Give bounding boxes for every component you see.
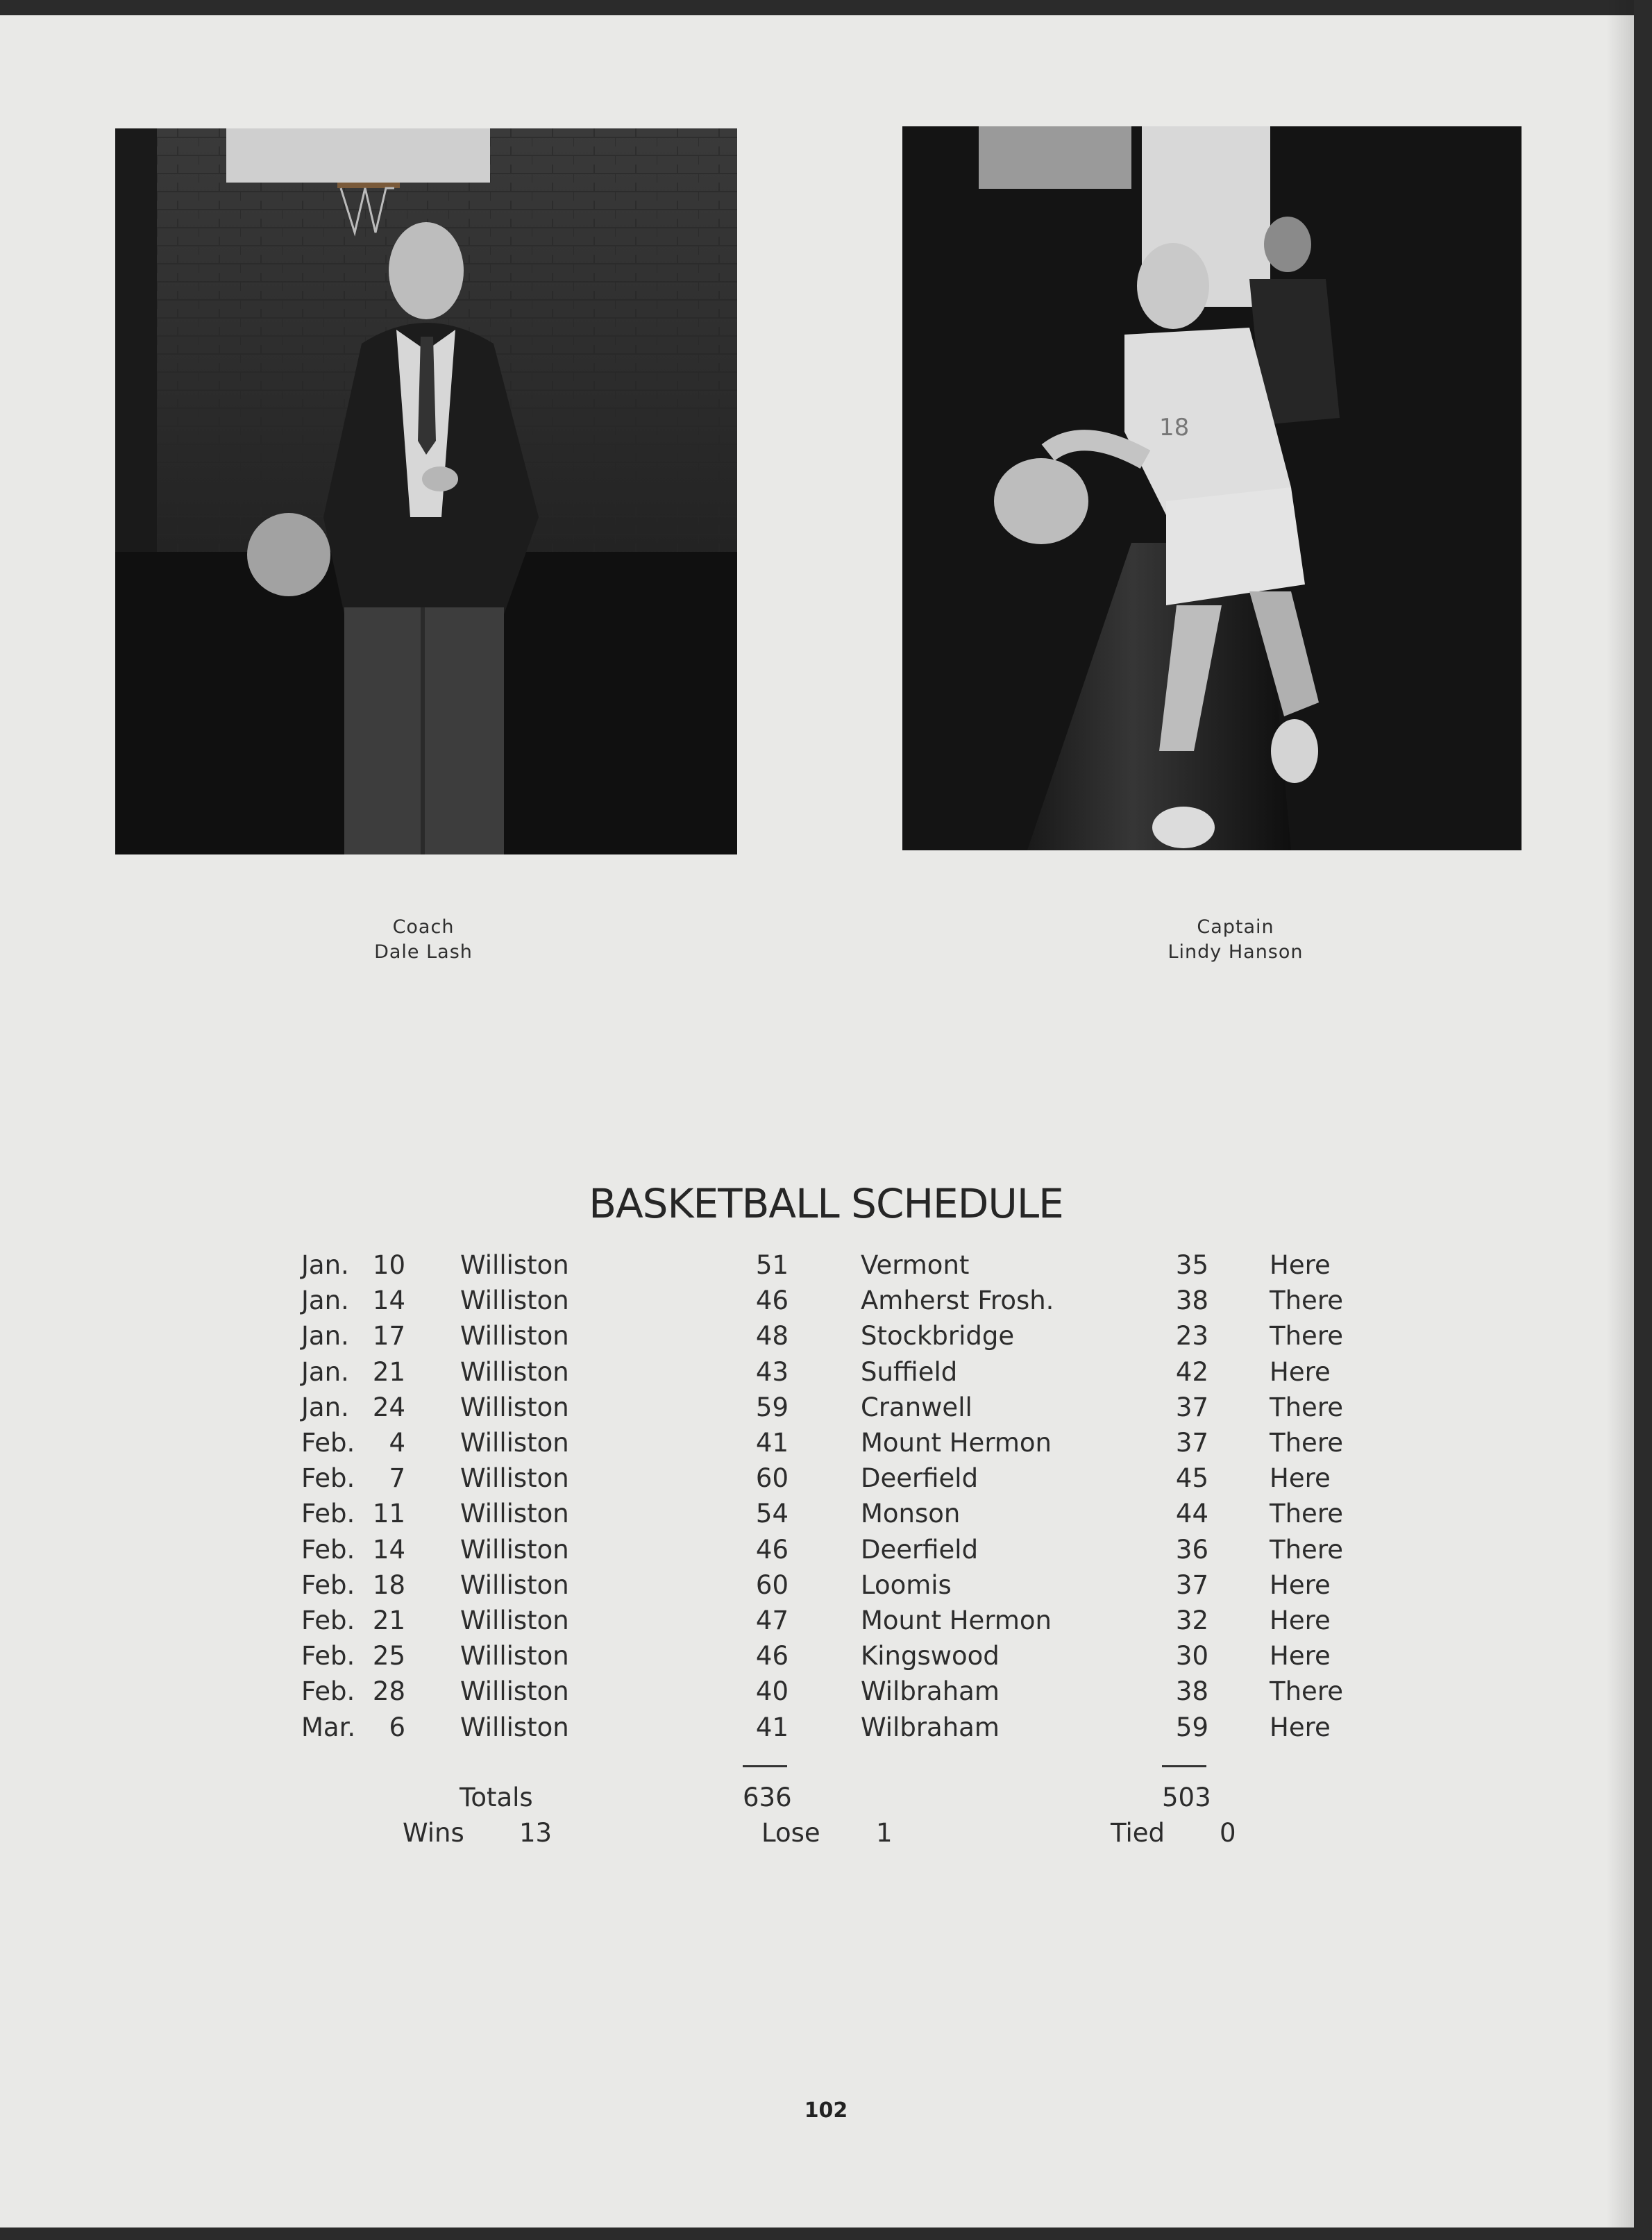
wins-label: Wins (403, 1818, 464, 1848)
game-day: 14 (372, 1286, 405, 1316)
game-opponent-score: 44 (1175, 1499, 1208, 1529)
game-location: Here (1270, 1356, 1331, 1387)
game-opponent-score: 37 (1175, 1428, 1208, 1458)
game-day: 6 (389, 1712, 405, 1742)
game-opponent: Suffield (861, 1356, 958, 1387)
schedule-row (0, 1392, 1652, 1428)
schedule-row (0, 1606, 1652, 1641)
game-month: Feb. (301, 1499, 355, 1529)
game-location: There (1270, 1286, 1343, 1316)
game-location: There (1270, 1321, 1343, 1351)
game-opponent-score: 45 (1175, 1463, 1208, 1494)
game-school: Williston (460, 1321, 569, 1351)
game-day: 24 (372, 1392, 405, 1422)
game-opponent-score: 32 (1175, 1606, 1208, 1635)
game-school: Williston (460, 1569, 569, 1600)
game-month: Feb. (301, 1428, 355, 1458)
game-opponent: Mount Hermon (861, 1428, 1052, 1458)
game-opponent: Kingswood (861, 1641, 1000, 1671)
svg-text:18: 18 (1159, 414, 1190, 441)
game-score: 43 (755, 1356, 789, 1387)
game-score: 59 (755, 1392, 789, 1422)
game-day: 11 (372, 1499, 405, 1529)
game-month: Jan. (301, 1392, 349, 1422)
wins-count: 13 (519, 1818, 553, 1848)
schedule-row (0, 1676, 1652, 1712)
game-month: Mar. (301, 1712, 356, 1742)
game-school: Williston (460, 1250, 569, 1280)
game-location: Here (1270, 1712, 1331, 1742)
game-day: 4 (389, 1428, 405, 1458)
schedule-row (0, 1286, 1652, 1321)
game-location: There (1270, 1428, 1343, 1458)
game-day: 17 (372, 1321, 405, 1351)
schedule-title: BASKETBALL SCHEDULE (589, 1180, 1063, 1227)
game-location: Here (1270, 1606, 1331, 1635)
game-score: 60 (755, 1569, 789, 1600)
game-location: Here (1270, 1250, 1331, 1280)
game-school: Williston (460, 1356, 569, 1387)
captain-name: Lindy Hanson (1168, 941, 1304, 963)
game-school: Williston (460, 1534, 569, 1565)
game-opponent: Cranwell (861, 1392, 972, 1422)
game-opponent-score: 36 (1175, 1534, 1208, 1565)
schedule-row (0, 1535, 1652, 1570)
opponent-total: 503 (1162, 1783, 1211, 1812)
lose-count: 1 (876, 1818, 893, 1848)
game-score: 54 (755, 1499, 789, 1529)
game-opponent: Monson (861, 1499, 961, 1529)
williston-total-rule (743, 1765, 787, 1767)
coach-name: Dale Lash (374, 941, 473, 963)
game-school: Williston (460, 1286, 569, 1316)
schedule-row (0, 1641, 1652, 1676)
game-opponent: Mount Hermon (861, 1606, 1052, 1635)
tied-label: Tied (1111, 1818, 1165, 1848)
game-month: Jan. (301, 1250, 349, 1280)
game-opponent-score: 30 (1175, 1641, 1208, 1671)
game-score: 46 (755, 1641, 789, 1671)
game-opponent-score: 23 (1175, 1321, 1208, 1351)
coach-photo (115, 128, 737, 854)
scan-edge-bottom (0, 2228, 1652, 2240)
game-month: Feb. (301, 1676, 355, 1707)
game-day: 21 (372, 1356, 405, 1387)
lose-label: Lose (761, 1818, 820, 1848)
schedule-row (0, 1321, 1652, 1356)
game-school: Williston (460, 1676, 569, 1707)
game-opponent: Deerfield (861, 1534, 979, 1565)
opponent-total-rule (1162, 1765, 1206, 1767)
schedule-row (0, 1712, 1652, 1748)
game-school: Williston (460, 1392, 569, 1422)
game-location: Here (1270, 1463, 1331, 1494)
game-school: Williston (460, 1606, 569, 1635)
coach-role: Coach (392, 916, 455, 938)
game-opponent-score: 38 (1175, 1286, 1208, 1316)
game-school: Williston (460, 1641, 569, 1671)
williston-total: 636 (743, 1783, 792, 1812)
game-score: 60 (755, 1463, 789, 1494)
game-opponent-score: 37 (1175, 1392, 1208, 1422)
game-day: 18 (372, 1569, 405, 1600)
game-score: 46 (755, 1534, 789, 1565)
game-score: 48 (755, 1321, 789, 1351)
scan-edge-top (0, 0, 1652, 15)
game-month: Feb. (301, 1641, 355, 1671)
captain-photo (902, 126, 1522, 850)
game-location: There (1270, 1392, 1343, 1422)
game-day: 21 (372, 1606, 405, 1635)
game-opponent: Deerfield (861, 1463, 979, 1494)
game-opponent-score: 37 (1175, 1569, 1208, 1600)
captain-role: Captain (1197, 916, 1274, 938)
schedule-row (0, 1499, 1652, 1534)
game-day: 10 (372, 1250, 405, 1280)
game-location: Here (1270, 1569, 1331, 1600)
captain-caption (1083, 915, 1388, 965)
game-score: 41 (755, 1712, 789, 1742)
game-month: Feb. (301, 1569, 355, 1600)
game-month: Feb. (301, 1463, 355, 1494)
page-gutter-shadow (1606, 0, 1634, 2240)
game-month: Jan. (301, 1286, 349, 1316)
game-opponent: Wilbraham (861, 1676, 1000, 1707)
game-opponent-score: 38 (1175, 1676, 1208, 1707)
game-opponent: Vermont (861, 1250, 970, 1280)
game-location: There (1270, 1534, 1343, 1565)
game-opponent-score: 42 (1175, 1356, 1208, 1387)
game-day: 14 (372, 1534, 405, 1565)
game-location: There (1270, 1676, 1343, 1707)
game-month: Jan. (301, 1321, 349, 1351)
schedule-row (0, 1357, 1652, 1392)
game-score: 51 (755, 1250, 789, 1280)
game-score: 46 (755, 1286, 789, 1316)
game-opponent: Wilbraham (861, 1712, 1000, 1742)
game-location: Here (1270, 1641, 1331, 1671)
game-score: 47 (755, 1606, 789, 1635)
game-month: Feb. (301, 1534, 355, 1565)
game-month: Jan. (301, 1356, 349, 1387)
game-opponent: Stockbridge (861, 1321, 1015, 1351)
game-school: Williston (460, 1463, 569, 1494)
schedule-row (0, 1463, 1652, 1499)
game-score: 40 (755, 1676, 789, 1707)
tied-count: 0 (1220, 1818, 1236, 1848)
schedule-row (0, 1250, 1652, 1286)
schedule-row (0, 1428, 1652, 1463)
game-opponent: Loomis (861, 1569, 952, 1600)
game-opponent: Amherst Frosh. (861, 1286, 1054, 1316)
game-school: Williston (460, 1499, 569, 1529)
game-score: 41 (755, 1428, 789, 1458)
game-school: Williston (460, 1712, 569, 1742)
game-school: Williston (460, 1428, 569, 1458)
page-number: 102 (804, 2098, 848, 2123)
game-day: 25 (372, 1641, 405, 1671)
scan-edge-right (1634, 0, 1652, 2240)
game-month: Feb. (301, 1606, 355, 1635)
game-day: 28 (372, 1676, 405, 1707)
game-location: There (1270, 1499, 1343, 1529)
schedule-row (0, 1570, 1652, 1606)
coach-caption (305, 915, 541, 965)
game-day: 7 (389, 1463, 405, 1494)
totals-label: Totals (460, 1783, 533, 1812)
game-opponent-score: 59 (1175, 1712, 1208, 1742)
game-opponent-score: 35 (1175, 1250, 1208, 1280)
